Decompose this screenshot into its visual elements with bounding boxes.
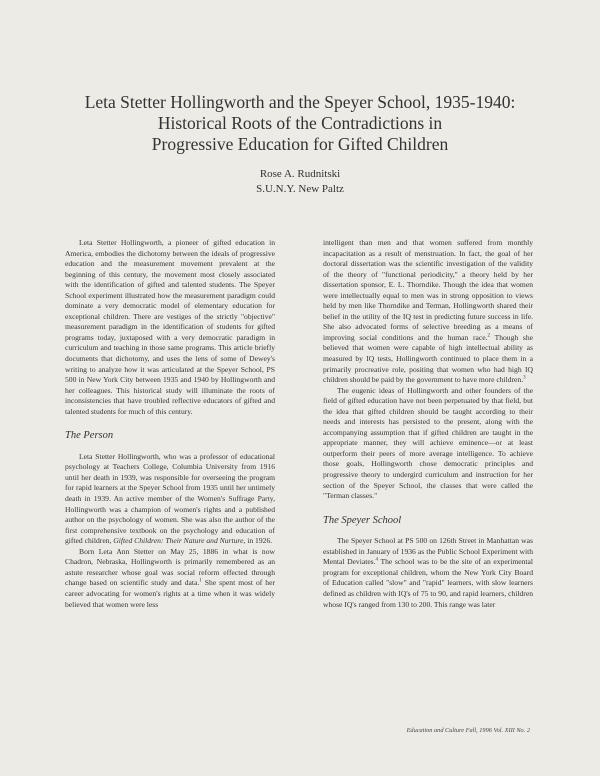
book-title: Gifted Children: Their Nature and Nurture (113, 536, 244, 546)
author-affiliation: S.U.N.Y. New Paltz (256, 183, 344, 195)
person-paragraph-1 (65, 452, 275, 547)
person-p2-text-a: Born Leta Ann Stetter on May 25, 1886 in what is now Chadron, Nebraska, Hollingworth is primarily remembered as an astute researcher whose goal was social reform effected through change based on scientific study and data. (65, 546, 275, 588)
footnote-ref-1: 1 (199, 578, 202, 584)
footnote-ref-2: 2 (487, 333, 491, 339)
continued-paragraph (323, 238, 533, 386)
person-p2-text-b: She spent most of her career advocating for women's rights at a time when it was widely believed that women were less (65, 578, 276, 609)
left-column (65, 238, 275, 610)
eugenics-paragraph: The eugenic ideas of Hollingworth and other founders of the field of gifted education have not been perpetuated by that field, but the idea that gifted children should be taught according to their needs and interests has persisted to the present, along with the accompanying assumption that if gifted children are taught in the appropriate manner, they will achieve eminence—or at least outperform their peers of more average intelligence. To achieve those goals, Hollingworth chose democratic principles and progressive theory to undergird curriculum and instruction for her section of the Speyer School, the classes that were called the "Terman classes." (323, 385, 533, 501)
author-name: Rose A. Rudnitski (259, 168, 341, 180)
author-block (0, 167, 600, 197)
abstract-paragraph: Leta Stetter Hollingworth, a pioneer of gifted education in America, embodies the dichotomy between the ideals of progressive education and the measurement movement prevalent at the beginning of this century, the movement most closely associated with the identification of gifted and talented students. The Speyer School experiment illustrated how the measurement paradigm could dominate a very democratic model of elementary education for exceptional children. There are vestiges of the strictly "objective" measurement paradigm in the identification of students for gifted programs today, juxtaposed with a very democratic paradigm in curriculum and teaching in those same programs. This article briefly documents that dichotomy, and uses the lens of some of Dewey's writing to analyze how it was articulated at the Speyer School, PS 500 in New York City between 1935 and 1940 by Hollingworth and her colleagues. This historical study will illuminate the roots of inconsistencies that have troubled reflective educators of gifted and talented students for much of this century. (65, 238, 275, 416)
person-p1-text-b: , in 1926. (243, 536, 273, 546)
section-heading-person: The Person (65, 430, 114, 442)
title-line-3: Progressive Education for Gifted Children (151, 134, 449, 154)
article-title (40, 92, 560, 155)
continued-text-b: Though she believed that women were capable of high intellectual ability as measured by IQ tests, Hollingworth continued to place them in a primarily procreative role, positing that women who had high IQ children should be paid by the government to have more children. (323, 332, 533, 385)
speyer-text-b: The school was to be the site of an experimental program for exceptional children, whom the New York City Board of Education called "slow" and "rapid" learners, with slow learners defined as children with IQ's of 75 to 90, and rapid learners, children whose IQ's ranged from 130 to 200. This range was later (323, 557, 533, 609)
person-p1-text-a: Leta Stetter Hollingworth, who was a professor of educational psychology at Teachers College, Columbia University from 1916 until her death in 1939, was responsible for overseeing the program for rapid learners at the Speyer School from 1935 until her untimely death in 1939. An active member of the Women's Suffrage Party, Hollingworth was a champion of women's rights and a published author on the psychology of women. She was also the author of the first comprehensive textbook on the psychology and education of gifted children, (65, 451, 275, 546)
title-line-2: Historical Roots of the Contradictions in (157, 113, 443, 133)
continued-text-a: intelligent than men and that women suffered from monthly incapacitation as a result of menstruation. In fact, the goal of her doctoral dissertation was the scientific investigation of the validity of the theory of "functional periodicity," a theory held by her dissertation sponsor, E. L. Thorndike. Though the idea that women were intellectually equal to men was in strong opposition to views held by men like Thorndike and Terman, Hollingworth shared their belief in the utility of the IQ test in predicting future success in life. She also advocated forms of selective breeding as a means of improving social conditions and the human race. (323, 238, 533, 342)
speyer-paragraph (323, 536, 533, 610)
title-line-1: Leta Stetter Hollingworth and the Speyer School, 1935-1940: (84, 92, 516, 112)
section-heading-speyer: The Speyer School (323, 514, 402, 526)
speyer-text-a: The Speyer School at PS 500 on 126th Street in Manhattan was established in January of 1936 as the Public School Experiment with Mental Deviates. (323, 536, 533, 567)
right-column (323, 238, 533, 610)
journal-footer: Education and Culture Fall, 1996 Vol. XIII No. 2 (406, 727, 530, 734)
footnote-ref-4: 4 (375, 557, 379, 563)
person-paragraph-2 (65, 547, 275, 610)
footnote-ref-3: 3 (523, 375, 526, 381)
